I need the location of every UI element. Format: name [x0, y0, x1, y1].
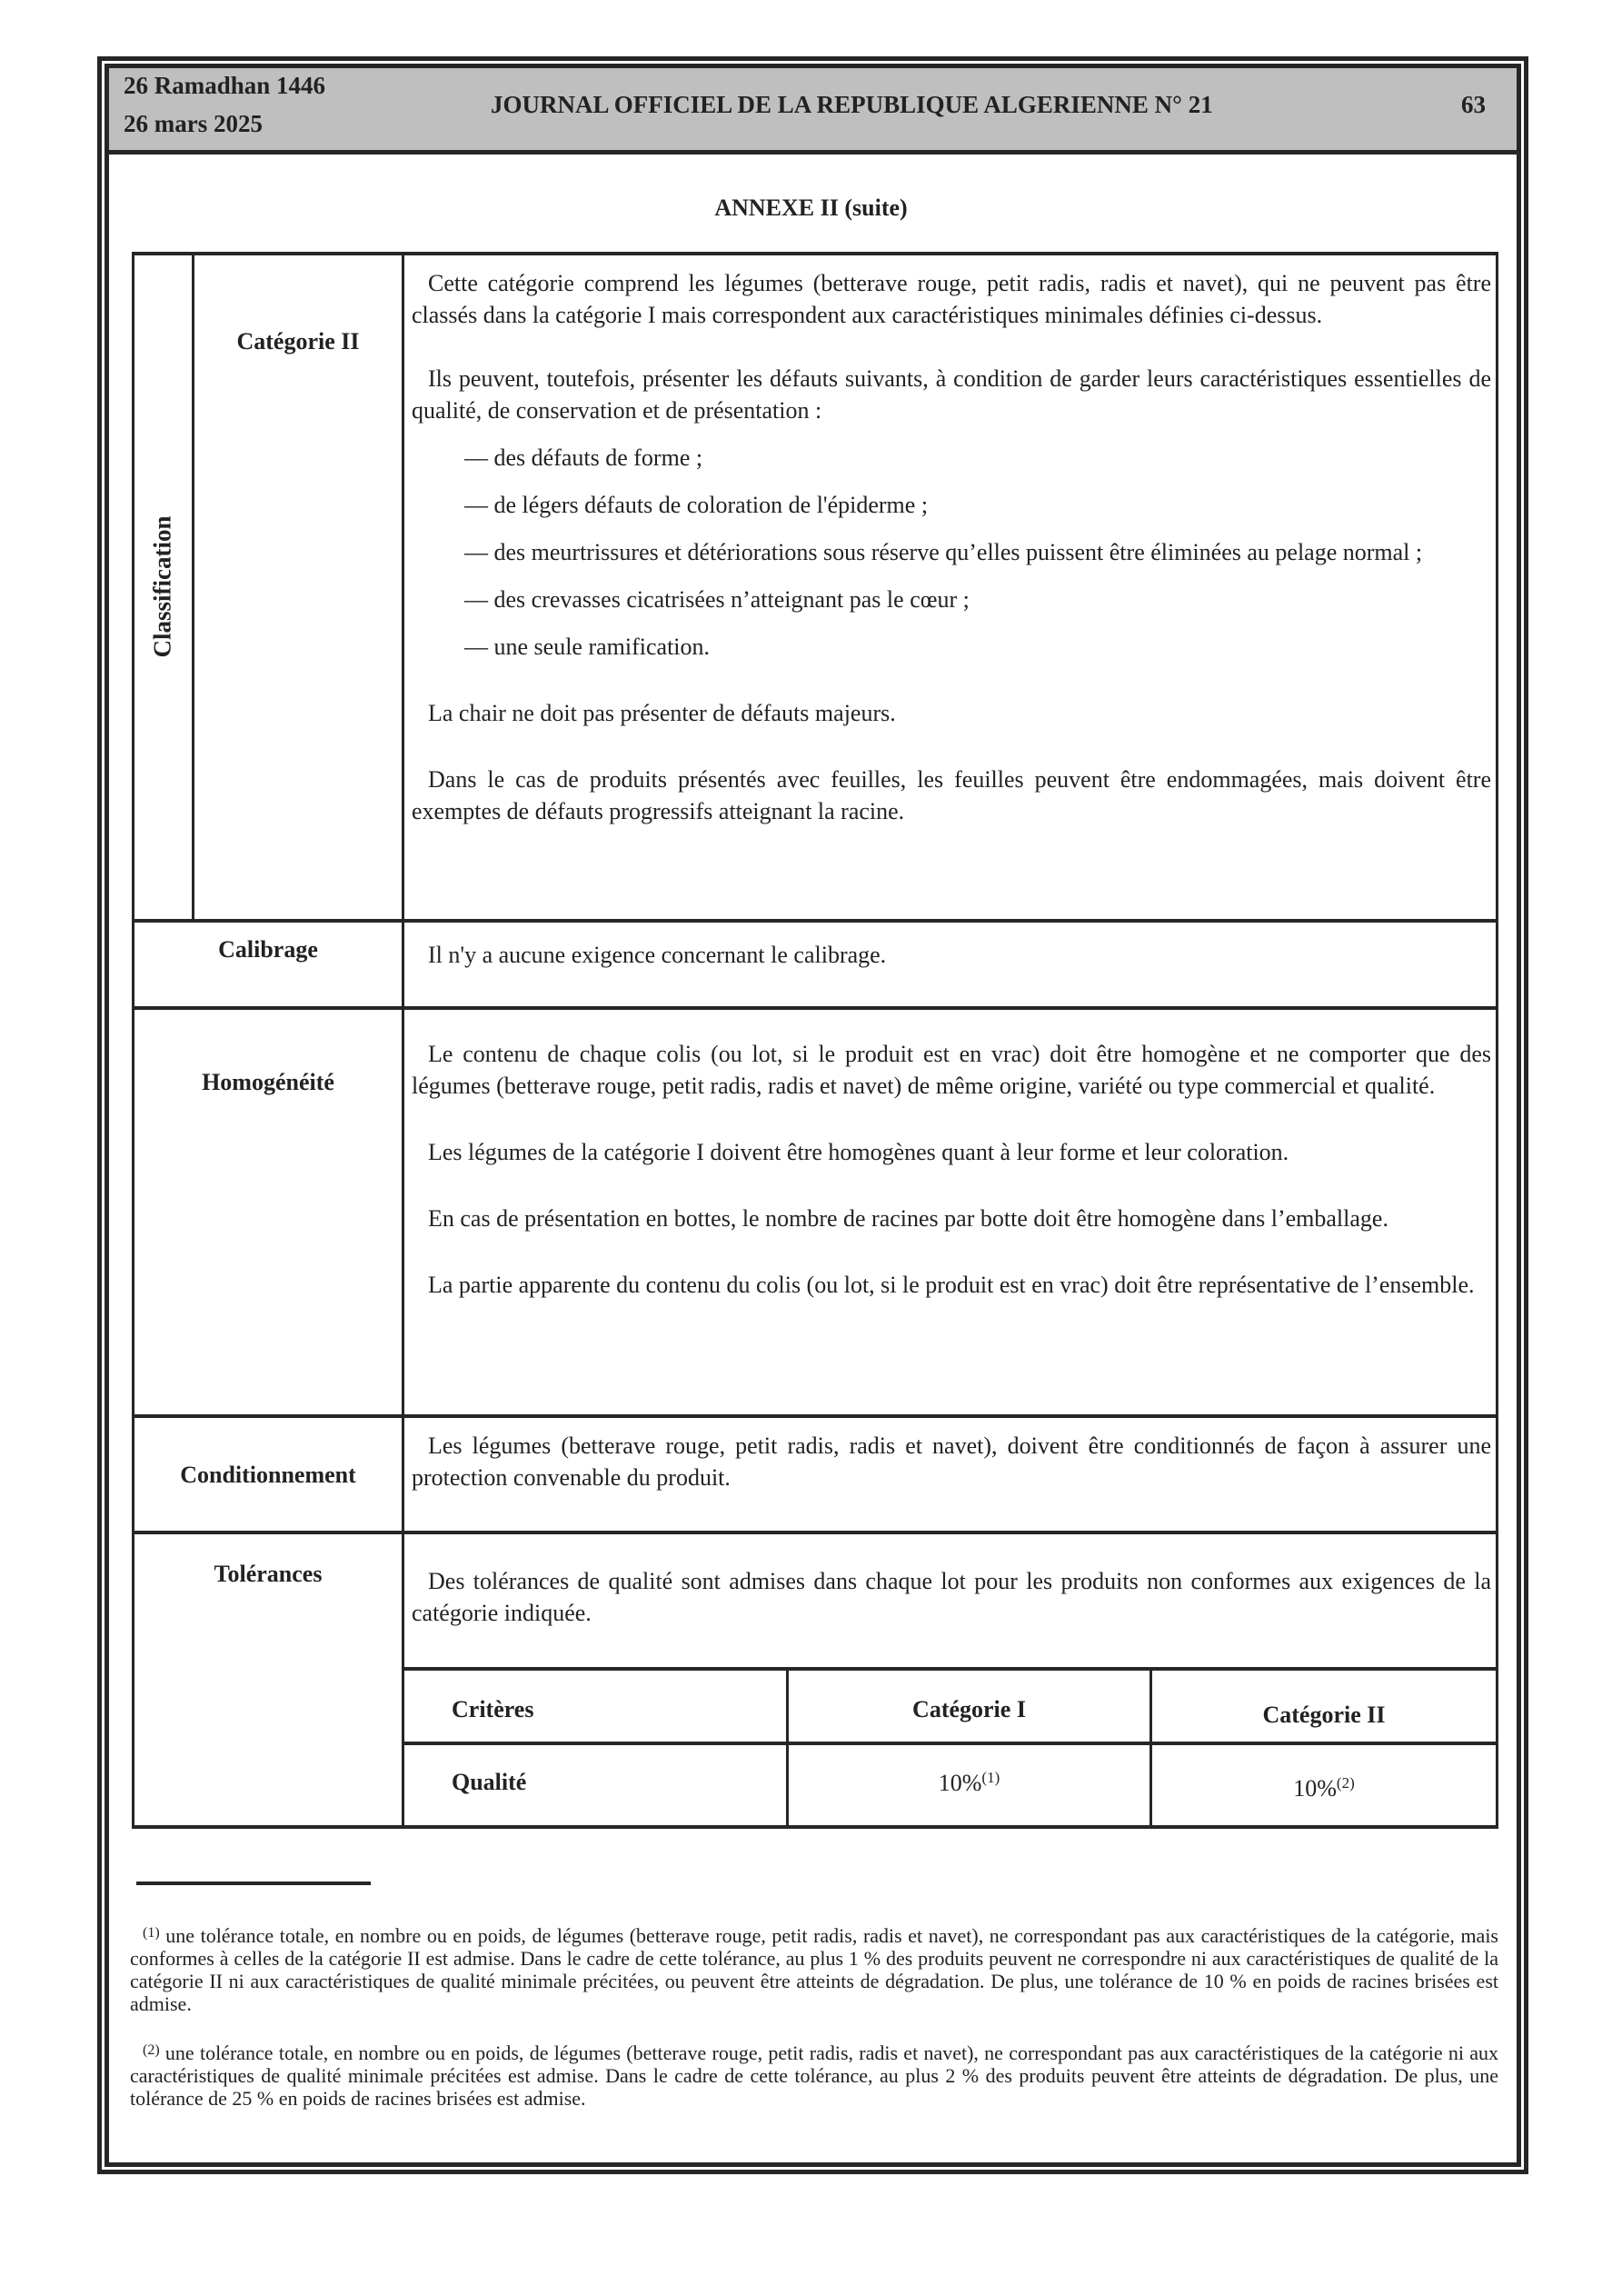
subtable-row-divider	[402, 1742, 1498, 1745]
footnote-1	[130, 1922, 1498, 2015]
footnote-separator	[136, 1882, 371, 1885]
footnote-marker: (2)	[143, 2042, 160, 2058]
footnote-text: une tolérance totale, en nombre ou en poids, de légumes (betterave rouge, petit radis, radis et navet), ne correspondant pas aux caractéristiques de la catégorie, mais conformes à celles de la catégorie II est admise. Dans le cadre de cette tolérance, au plus 1 % des produits peuvent ne correspondre ni aux caractéristiques de qualité de la catégorie II ni aux caractéristiques de qualité minimale précitées, ou peuvent être atteints de dégradation. De plus, une tolérance de 10 % en poids de racines brisées est admise.	[130, 1924, 1498, 2015]
defect-item: — de légers défauts de coloration de l'épiderme ;	[464, 492, 929, 518]
page-number: 63	[1461, 91, 1486, 118]
classification-label-text: Classification	[148, 514, 176, 658]
subtable-cat1-value	[789, 1769, 1149, 1797]
paragraph: La chair ne doit pas présenter de défauts majeurs.	[428, 700, 896, 726]
cat1-footnote-ref: (1)	[981, 1769, 1000, 1786]
table-border-top	[132, 252, 1498, 255]
row-divider-conditionnement	[132, 1531, 1498, 1534]
paragraph: Cette catégorie comprend les légumes (betterave rouge, petit radis, radis et navet), qui ne peuvent pas être classés dans la catégorie I mais correspondent aux caractéristiques minimales définies ci-dessus.	[412, 270, 1491, 328]
subtable-col-divider-2	[1149, 1667, 1152, 1829]
homogeneite-content	[412, 1038, 1491, 1301]
calibrage-content	[412, 939, 1491, 971]
cat1-percent: 10%	[938, 1770, 982, 1796]
paragraph: Les légumes de la catégorie I doivent être homogènes quant à leur forme et leur coloration.	[428, 1139, 1289, 1165]
paragraph: Dans le cas de produits présentés avec feuilles, les feuilles peuvent être endommagées, mais doivent être exemptes de défauts progressifs atteignant la racine.	[412, 766, 1491, 824]
tolerances-label: Tolérances	[214, 1561, 323, 1587]
paragraph: Ils peuvent, toutefois, présenter les défauts suivants, à condition de garder leurs caractéristiques essentielles de qualité, de conservation et de présentation :	[412, 365, 1491, 424]
header-gregorian-date: 26 mars 2025	[124, 110, 263, 137]
label-col-divider	[402, 252, 404, 1829]
paragraph: Le contenu de chaque colis (ou lot, si le produit est en vrac) doit être homogène et ne comporter que des légumes (betterave rouge, petit radis, radis et navet) de même origine, variété ou type commercial et qualité.	[412, 1041, 1491, 1099]
defect-item: — une seule ramification.	[464, 634, 711, 660]
subtable-criterion-qualite: Qualité	[452, 1769, 527, 1795]
conditionnement-content	[412, 1430, 1491, 1493]
cat2-footnote-ref: (2)	[1336, 1774, 1355, 1792]
category-ii-label: Catégorie II	[236, 328, 360, 354]
header-hijri-date: 26 Ramadhan 1446	[124, 72, 326, 99]
calibrage-label: Calibrage	[218, 936, 318, 963]
paragraph: Il n'y a aucune exigence concernant le calibrage.	[428, 942, 887, 968]
annex-title: ANNEXE II (suite)	[714, 195, 908, 221]
conditionnement-label: Conditionnement	[180, 1462, 356, 1488]
paragraph: Des tolérances de qualité sont admises dans chaque lot pour les produits non conformes aux exigences de la catégorie indiquée.	[412, 1568, 1491, 1626]
classification-content	[412, 267, 1491, 827]
subtable-col-divider-1	[786, 1667, 789, 1829]
defect-item: — des défauts de forme ;	[464, 444, 703, 471]
subtable-header-cat1: Catégorie I	[912, 1696, 1026, 1722]
table-border-bottom	[132, 1825, 1498, 1829]
subtable-header-cat2: Catégorie II	[1262, 1702, 1386, 1728]
subtable-header-criteres: Critères	[452, 1696, 534, 1722]
table-border-left	[132, 252, 134, 1829]
classification-group-label	[136, 509, 189, 664]
row-divider-classification	[132, 919, 1498, 923]
row-divider-calibrage	[132, 1006, 1498, 1010]
journal-title: JOURNAL OFFICIEL DE LA REPUBLIQUE ALGERIENNE N° 21	[491, 91, 1213, 118]
footnote-text: une tolérance totale, en nombre ou en poids, de légumes (betterave rouge, petit radis, radis et navet), ne correspondant pas aux caractéristiques de la catégorie ni aux caractéristiques de qualité minimale précitées est admise. Dans le cadre de cette tolérance, au plus 2 % des produits peuvent être atteints de dégradation. De plus, une tolérance de 25 % en poids de racines brisées est admise.	[130, 2041, 1498, 2110]
defect-item: — des meurtrissures et détériorations sous réserve qu’elles puissent être éliminées au pelage normal ;	[464, 539, 1423, 565]
tolerances-content	[412, 1565, 1491, 1629]
subtable-cat2-value	[1152, 1774, 1496, 1802]
paragraph: En cas de présentation en bottes, le nombre de racines par botte doit être homogène dans l’emballage.	[428, 1205, 1388, 1232]
footnote-2	[130, 2039, 1498, 2110]
homogeneite-label: Homogénéité	[202, 1069, 334, 1095]
defect-item: — des crevasses cicatrisées n’atteignant pas le cœur ;	[464, 586, 970, 613]
subtable-border-top	[402, 1667, 1498, 1671]
table-border-right	[1496, 252, 1498, 1829]
paragraph: Les légumes (betterave rouge, petit radis, radis et navet), doivent être conditionnés de façon à assurer une protection convenable du produit.	[412, 1433, 1491, 1491]
paragraph: La partie apparente du contenu du colis (ou lot, si le produit est en vrac) doit être représentative de l’ensemble.	[428, 1272, 1475, 1298]
footnote-marker: (1)	[143, 1925, 160, 1941]
cat2-percent: 10%	[1293, 1775, 1337, 1802]
row-divider-homogeneite	[132, 1414, 1498, 1418]
